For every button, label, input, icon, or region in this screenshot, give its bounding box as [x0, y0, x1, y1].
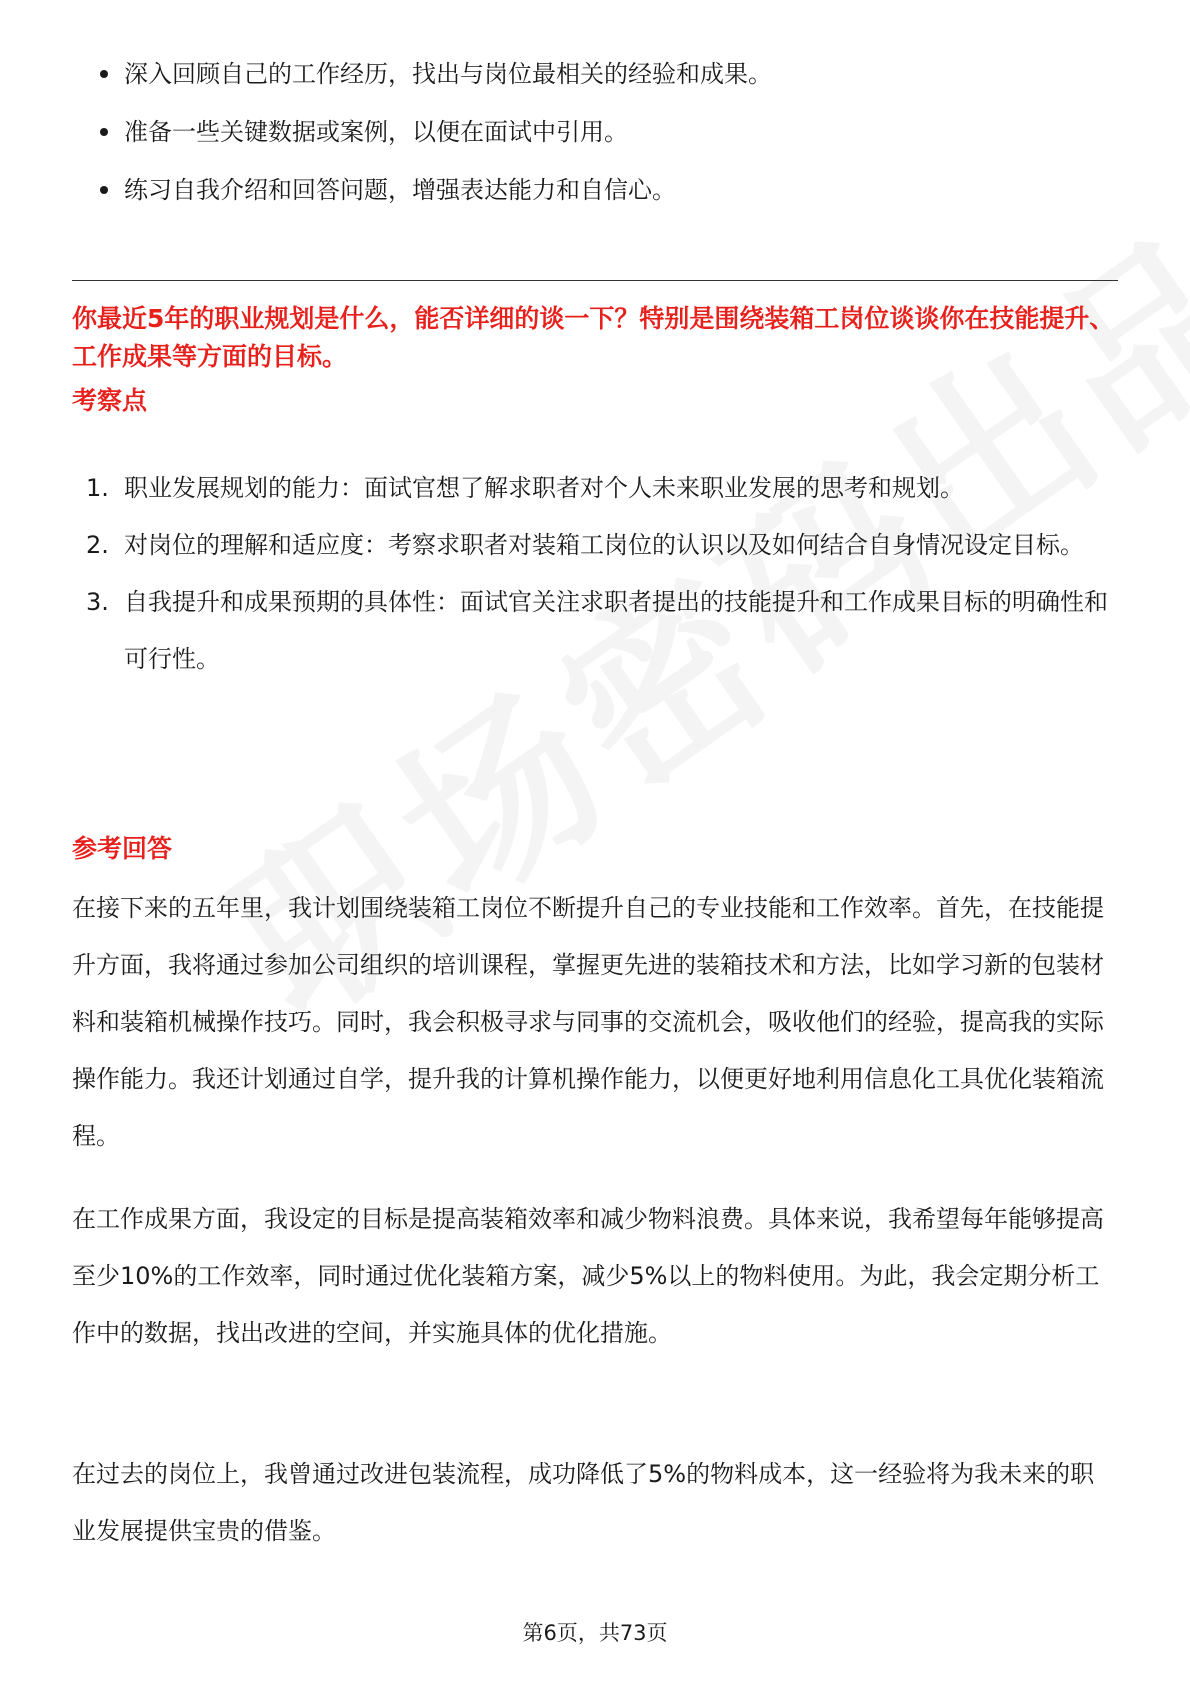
assessment-title: 考察点	[72, 386, 148, 415]
item-text: 职业发展规划的能力：面试官想了解求职者对个人未来职业发展的思考和规划。	[124, 474, 964, 502]
item-text: 自我提升和成果预期的具体性：面试官关注求职者提出的技能提升和工作成果目标的明确性和可行性。	[124, 588, 1108, 673]
answer-paragraph: 在接下来的五年里，我计划围绕装箱工岗位不断提升自己的专业技能和工作效率。首先，在技能提升方面，我将通过参加公司组织的培训课程，掌握更先进的装箱技术和方法，比如学习新的包装材料和装箱机械操作技巧。同时，我会积极寻求与同事的交流机会，吸收他们的经验，提高我的实际操作能力。我还计划通过自学，提升我的计算机操作能力，以便更好地利用信息化工具优化装箱流程。	[72, 894, 1104, 1150]
item-number: 3.	[86, 588, 109, 616]
bullet-dot-icon	[100, 70, 108, 78]
bullet-text: 深入回顾自己的工作经历，找出与岗位最相关的经验和成果。	[124, 60, 772, 88]
bullet-item	[72, 112, 1118, 152]
answer-paragraph: 在工作成果方面，我设定的目标是提高装箱效率和减少物料浪费。具体来说，我希望每年能够提高至少10%的工作效率，同时通过优化装箱方案，减少5%以上的物料使用。为此，我会定期分析工作中的数据，找出改进的空间，并实施具体的优化措施。	[72, 1205, 1104, 1347]
item-text: 对岗位的理解和适应度：考察求职者对装箱工岗位的认识以及如何结合自身情况设定目标。	[124, 531, 1084, 559]
bullet-item	[72, 170, 1118, 210]
answer-paragraph: 在过去的岗位上，我曾通过改进包装流程，成功降低了5%的物料成本，这一经验将为我未来的职业发展提供宝贵的借鉴。	[72, 1460, 1095, 1545]
item-number: 1.	[86, 474, 109, 502]
answer-title: 参考回答	[72, 834, 173, 863]
bullet-dot-icon	[100, 128, 108, 136]
assessment-item	[72, 574, 1124, 688]
section-divider	[72, 280, 1118, 281]
assessment-item	[72, 517, 1124, 574]
item-number: 2.	[86, 531, 109, 559]
bullet-item	[72, 54, 1118, 94]
bullet-text: 练习自我介绍和回答问题，增强表达能力和自信心。	[124, 176, 676, 204]
interview-question: 你最近5年的职业规划是什么，能否详细的谈一下？特别是围绕装箱工岗位谈谈你在技能提升、工作成果等方面的目标。	[72, 304, 1115, 371]
tips-bullet-list	[72, 54, 1118, 228]
document-page	[72, 0, 1118, 1684]
page-number: 第6页，共73页	[522, 1621, 668, 1645]
assessment-item	[72, 460, 1124, 517]
bullet-dot-icon	[100, 186, 108, 194]
assessment-list	[72, 460, 1118, 688]
bullet-text: 准备一些关键数据或案例，以便在面试中引用。	[124, 118, 628, 146]
